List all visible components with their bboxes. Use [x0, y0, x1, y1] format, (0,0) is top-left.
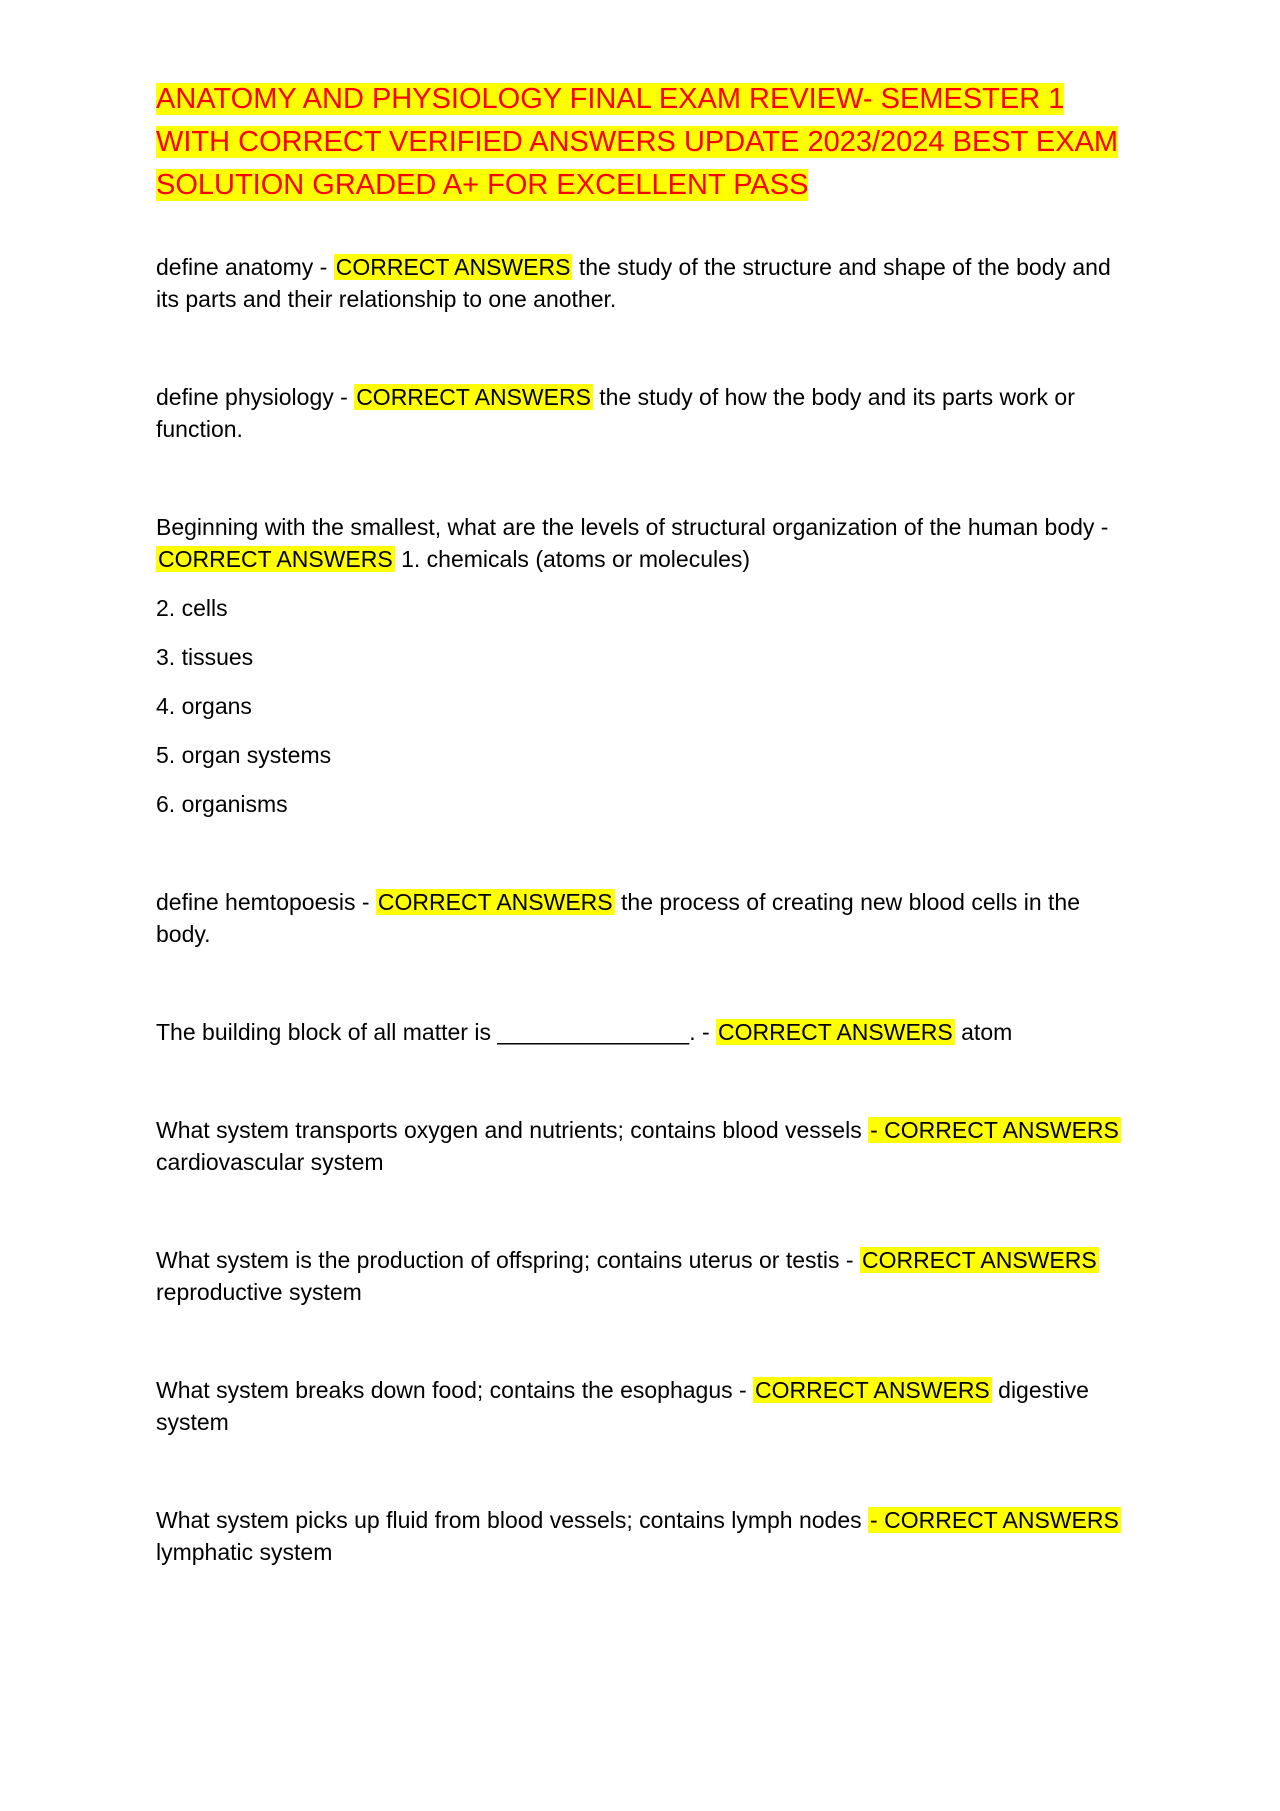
answer-text: lymphatic system	[156, 1539, 333, 1565]
answer-text: the study of how the body and its parts work or function.	[156, 384, 1075, 442]
answer-text: the process of creating new blood cells in the body.	[156, 889, 1081, 947]
qa-item-reproductive	[156, 1244, 1136, 1308]
title-line-3: SOLUTION GRADED A+ FOR EXCELLENT PASS	[156, 169, 809, 201]
qa-item-atom	[156, 1016, 1136, 1048]
question-text: What system picks up fluid from blood vessels; contains lymph nodes	[156, 1507, 869, 1533]
correct-answers-label: - CORRECT ANSWERS	[870, 1117, 1119, 1143]
list-item: 6. organisms	[156, 791, 288, 817]
answer-text: atom	[954, 1019, 1013, 1045]
answer-text: digestive system	[156, 1377, 1089, 1435]
qa-item-cardiovascular	[156, 1114, 1136, 1178]
qa-item-lymphatic	[156, 1504, 1136, 1568]
correct-answers-label: - CORRECT ANSWERS	[870, 1507, 1119, 1533]
title-line-1: ANATOMY AND PHYSIOLOGY FINAL EXAM REVIEW- SEMESTER 1	[156, 83, 1065, 115]
list-item: 4. organs	[156, 693, 252, 719]
correct-answers-label: CORRECT ANSWERS	[335, 254, 571, 280]
correct-answers-label: CORRECT ANSWERS	[158, 546, 393, 572]
qa-item-digestive	[156, 1374, 1136, 1438]
correct-answers-text: CORRECT ANSWERS	[884, 1117, 1119, 1143]
levels-list	[156, 592, 1136, 820]
question-text: What system is the production of offspring; contains uterus or testis -	[156, 1247, 860, 1273]
list-item: 2. cells	[156, 595, 228, 621]
list-item: 3. tissues	[156, 644, 254, 670]
correct-answers-label: CORRECT ANSWERS	[755, 1377, 990, 1403]
answer-text: reproductive system	[156, 1279, 362, 1305]
question-text: What system breaks down food; contains the esophagus -	[156, 1377, 754, 1403]
question-text: The building block of all matter is _______________. -	[156, 1019, 717, 1045]
correct-answers-label: CORRECT ANSWERS	[356, 384, 591, 410]
question-text: define hemtopoesis -	[156, 889, 376, 915]
qa-item-hematopoiesis	[156, 886, 1136, 950]
document-title	[156, 78, 1136, 207]
qa-item-physiology	[156, 381, 1136, 445]
title-line-2: WITH CORRECT VERIFIED ANSWERS UPDATE 2023/2024 BEST EXAM	[156, 126, 1119, 158]
qa-item-levels	[156, 511, 1136, 575]
qa-item-anatomy	[156, 251, 1136, 315]
answer-text: 1. chemicals (atoms or molecules)	[394, 546, 751, 572]
list-item: 5. organ systems	[156, 742, 332, 768]
question-text: What system transports oxygen and nutrients; contains blood vessels	[156, 1117, 869, 1143]
correct-answers-label: CORRECT ANSWERS	[861, 1247, 1097, 1273]
question-text: Beginning with the smallest, what are the levels of structural organization of the human body -	[156, 514, 1109, 540]
document-page	[156, 78, 1136, 1568]
correct-answers-label: CORRECT ANSWERS	[377, 889, 613, 915]
correct-answers-text: CORRECT ANSWERS	[884, 1507, 1119, 1533]
answer-text: the study of the structure and shape of the body and its parts and their relationship to one another.	[156, 254, 1111, 312]
correct-answers-label: CORRECT ANSWERS	[718, 1019, 953, 1045]
answer-text: cardiovascular system	[156, 1149, 384, 1175]
question-text: define physiology -	[156, 384, 355, 410]
question-text: define anatomy -	[156, 254, 334, 280]
